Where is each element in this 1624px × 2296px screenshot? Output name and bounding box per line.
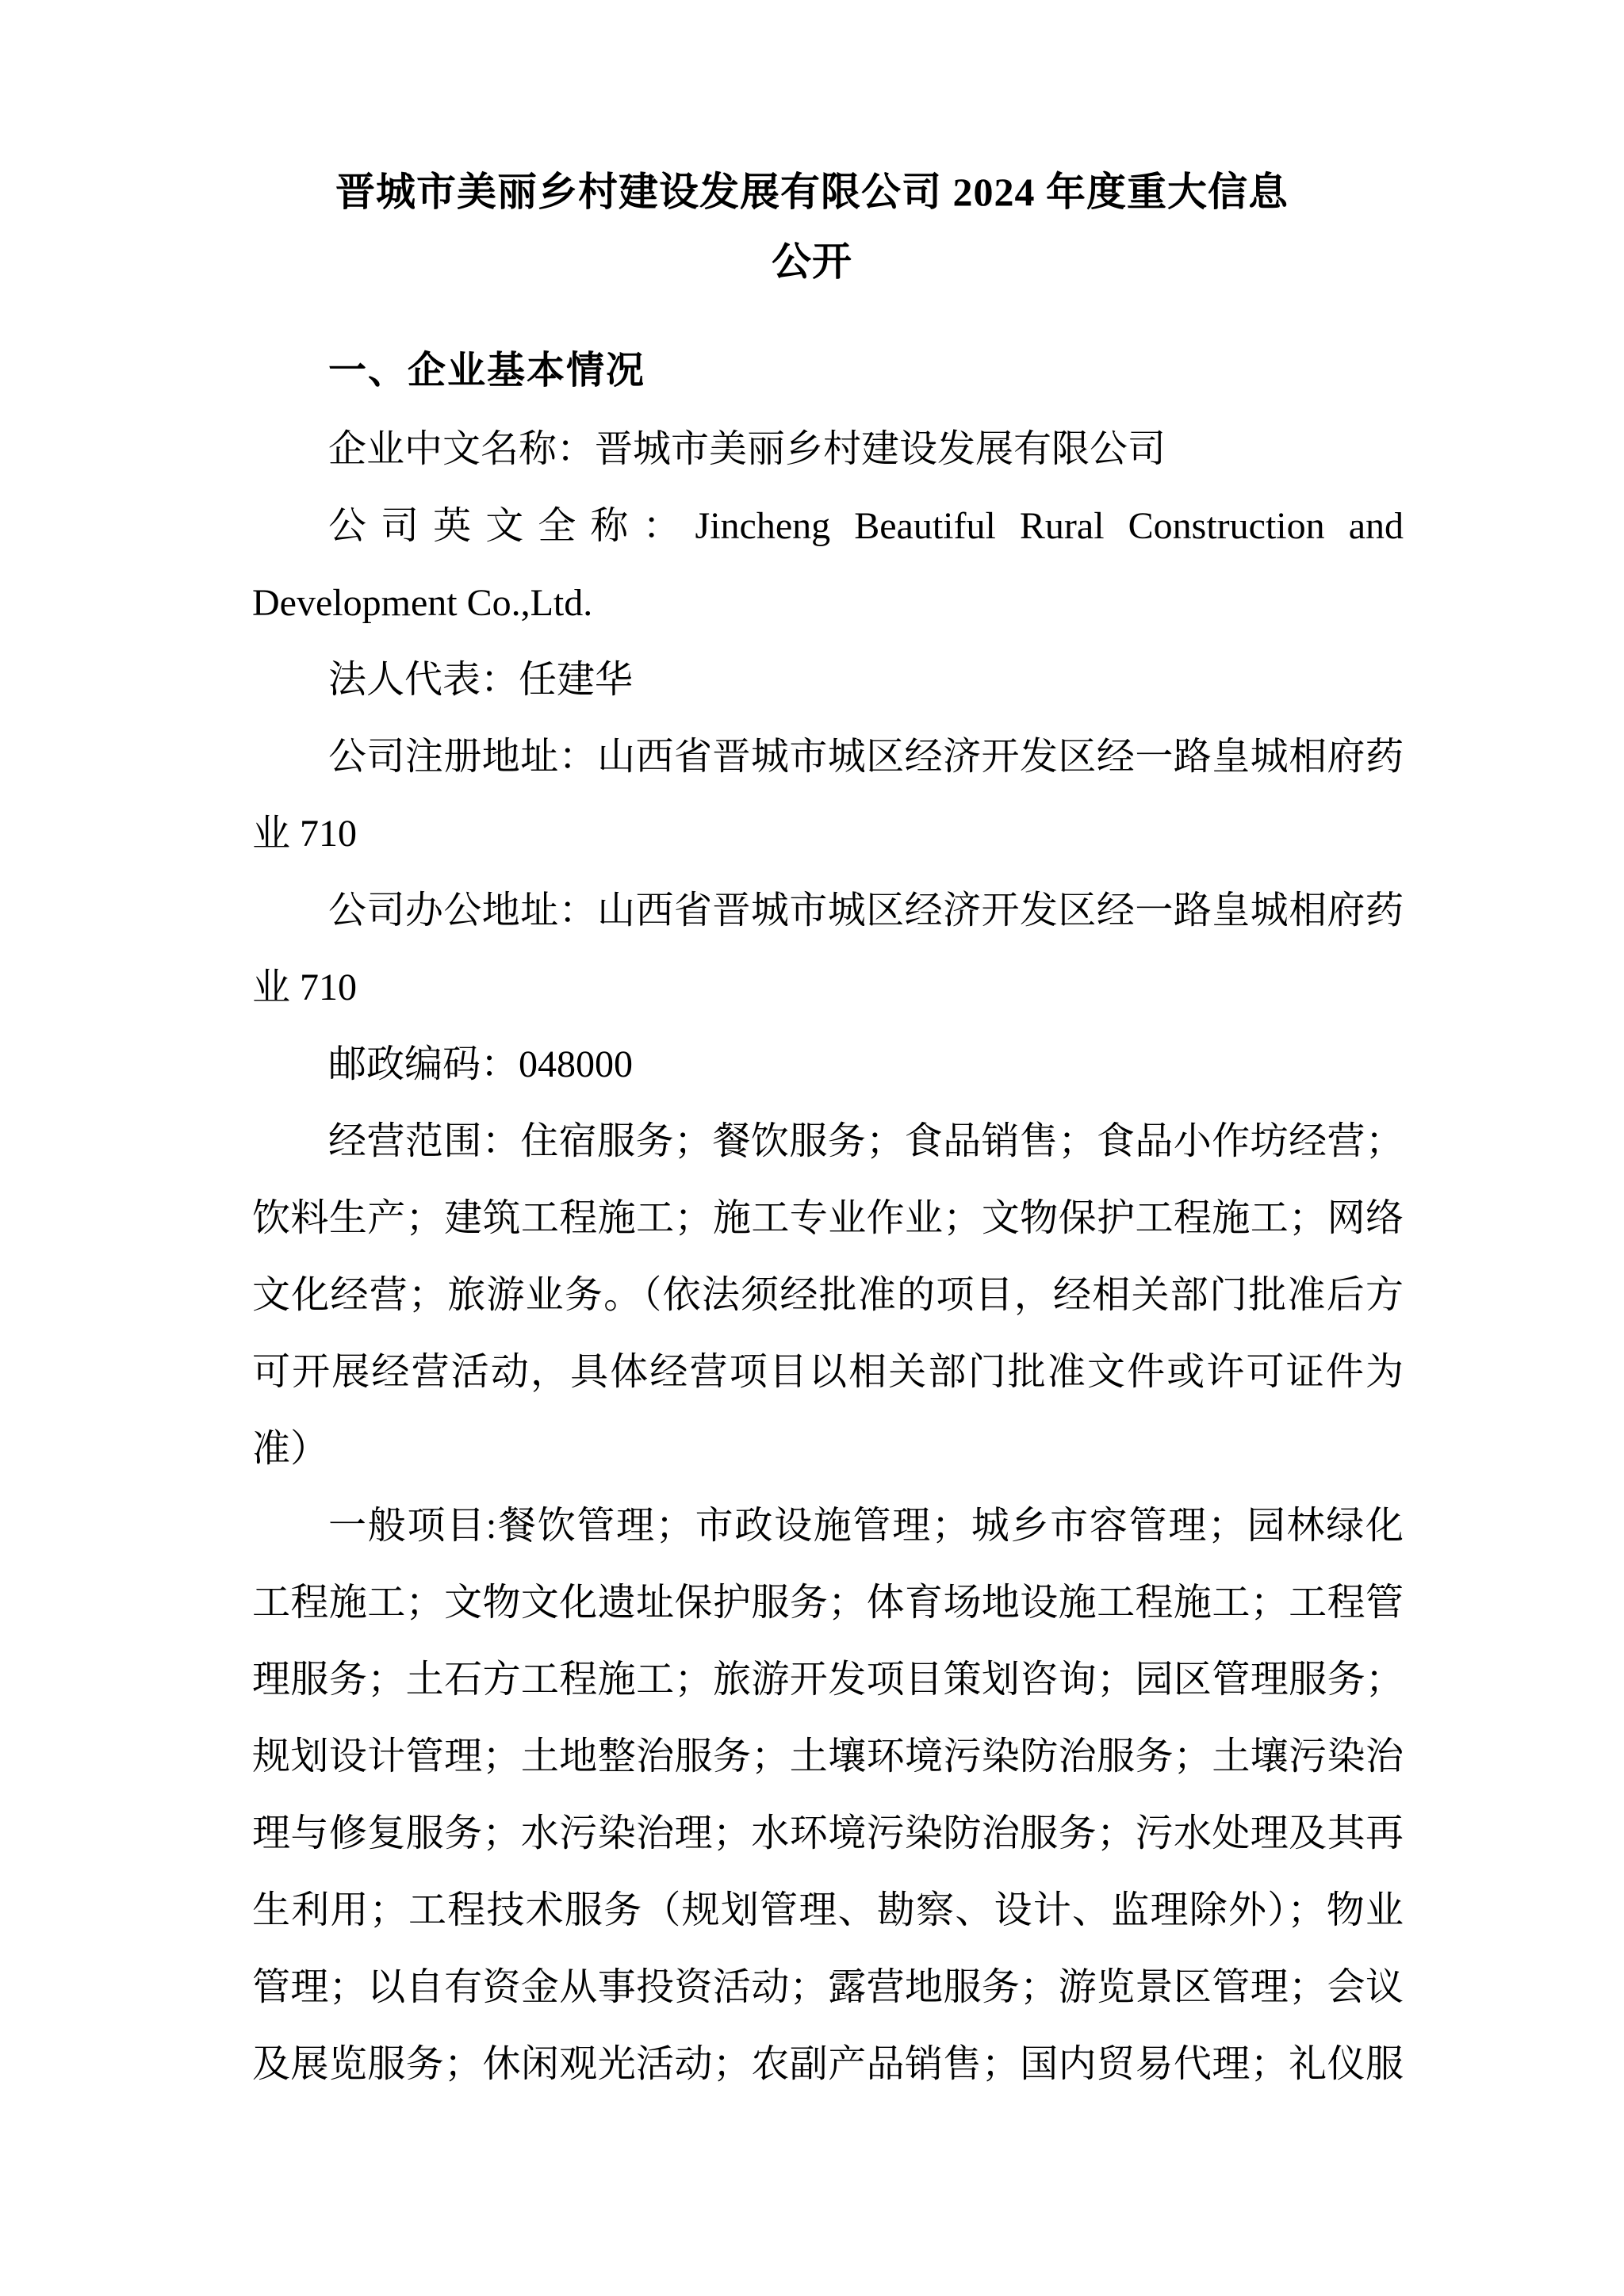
text-line: 经营范围：住宿服务；餐饮服务；食品销售；食品小作坊经营； <box>328 1120 1404 1162</box>
section-heading: 一、企业基本情况 <box>328 350 646 392</box>
paragraph <box>252 872 1404 1026</box>
paragraph <box>252 411 1404 488</box>
text-line: 规划设计管理；土地整治服务；土壤环境污染防治服务；土壤污染治 <box>252 1735 1404 1777</box>
paragraph <box>252 1487 1404 2103</box>
paragraph <box>252 641 1404 718</box>
paragraph <box>252 1026 1404 1103</box>
text-line: 公司英文全称：Jincheng Beautiful Rural Construction and <box>328 505 1404 547</box>
text-line: 企业中文名称：晋城市美丽乡村建设发展有限公司 <box>328 428 1166 470</box>
text-line: 法人代表：任建华 <box>328 659 634 701</box>
text-line: 文化经营；旅游业务。（依法须经批准的项目，经相关部门批准后方 <box>252 1274 1404 1316</box>
text-line: 管理；以自有资金从事投资活动；露营地服务；游览景区管理；会议 <box>252 1966 1404 2008</box>
paragraph <box>252 488 1404 641</box>
text-line: 邮政编码：048000 <box>328 1043 634 1085</box>
text-line: 理与修复服务；水污染治理；水环境污染防治服务；污水处理及其再 <box>252 1812 1404 1854</box>
text-line: 及展览服务；休闲观光活动；农副产品销售；国内贸易代理；礼仪服 <box>252 2043 1404 2085</box>
document-title <box>0 157 1624 297</box>
paragraph <box>252 1103 1404 1487</box>
title-line: 公开 <box>772 239 852 284</box>
text-line: 饮料生产；建筑工程施工；施工专业作业；文物保护工程施工；网络 <box>252 1197 1404 1239</box>
document-body <box>252 411 1404 2103</box>
text-line: Development Co.,Ltd. <box>252 582 593 624</box>
text-line: 理服务；土石方工程施工；旅游开发项目策划咨询；园区管理服务； <box>252 1659 1404 1701</box>
title-line: 晋城市美丽乡村建设发展有限公司 2024 年度重大信息 <box>335 170 1289 214</box>
text-line: 公司办公地址：山西省晋城市城区经济开发区经一路皇城相府药 <box>328 890 1404 932</box>
paragraph <box>252 718 1404 872</box>
text-line: 公司注册地址：山西省晋城市城区经济开发区经一路皇城相府药 <box>328 736 1404 778</box>
text-line: 工程施工；文物文化遗址保护服务；体育场地设施工程施工；工程管 <box>252 1582 1404 1624</box>
text-line: 生利用；工程技术服务（规划管理、勘察、设计、监理除外）；物业 <box>252 1889 1404 1931</box>
text-line: 准） <box>252 1428 329 1470</box>
text-line: 一般项目:餐饮管理；市政设施管理；城乡市容管理；园林绿化 <box>328 1505 1404 1547</box>
text-line: 业 710 <box>252 966 358 1008</box>
text-line: 可开展经营活动，具体经营项目以相关部门批准文件或许可证件为 <box>252 1351 1404 1393</box>
text-line: 业 710 <box>252 813 358 855</box>
